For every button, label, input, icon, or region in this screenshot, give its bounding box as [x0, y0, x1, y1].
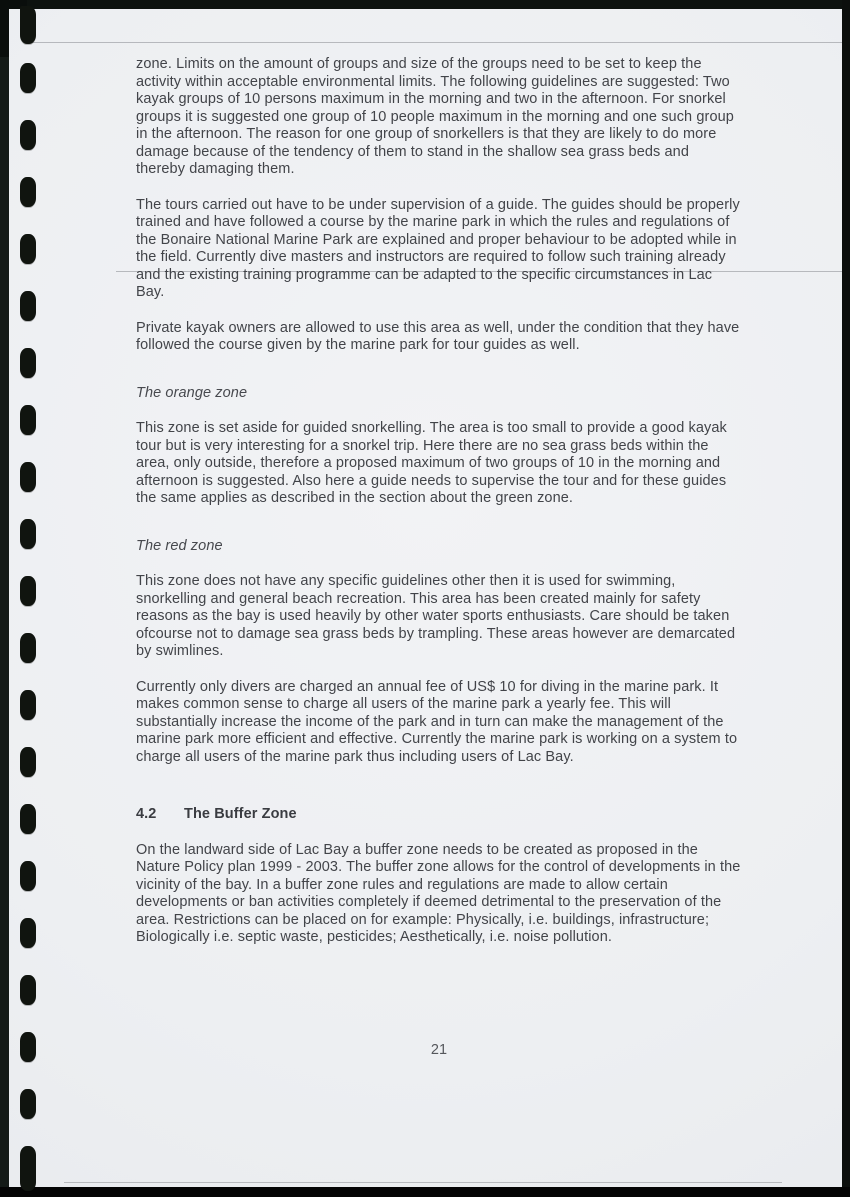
binding-hole	[20, 348, 36, 378]
scan-edge-bottom	[0, 1187, 850, 1197]
zone-subheading: The orange zone	[136, 384, 248, 401]
scan-edge-right	[842, 0, 850, 1197]
binding-hole	[20, 576, 36, 606]
paragraph: This zone is set aside for guided snorkelling. The area is too small to provide a good kayak tour but is very interesting for a snorkel trip. Here there are no sea grass beds within the area, only outside, therefore a proposed maximum of two groups of 10 in the morning and afternoon is suggested. Also here a guide needs to supervise the tour and for these guides the same applies as described in the section about the green zone.	[136, 420, 727, 506]
binding-hole	[20, 1089, 36, 1119]
binding-hole	[20, 975, 36, 1005]
binding-hole	[20, 690, 36, 720]
binding-holes	[0, 0, 60, 1197]
scan-artifact-line	[64, 1182, 782, 1183]
binding-hole	[20, 177, 36, 207]
scan-artifact-line	[31, 42, 842, 43]
zone-subheading: The red zone	[136, 537, 223, 554]
binding-hole	[20, 633, 36, 663]
page-surface	[9, 9, 842, 1187]
binding-hole	[20, 519, 36, 549]
binding-hole	[20, 120, 36, 150]
binding-hole	[20, 1032, 36, 1062]
binding-hole	[20, 291, 36, 321]
paragraph: Private kayak owners are allowed to use this area as well, under the condition that they have followed the course given by the marine park for tour guides as well.	[136, 319, 740, 353]
binding-hole	[20, 747, 36, 777]
binding-hole	[20, 6, 36, 44]
document-content	[136, 56, 742, 965]
binding-hole	[20, 918, 36, 948]
paragraph: The tours carried out have to be under supervision of a guide. The guides should be properly trained and have followed a course by the marine park in which the rules and regulations of the Bonaire National Marine Park are explained and proper behaviour to be adopted while in the field. Currently dive masters and instructors are required to follow such training already and the existing training programme can be adapted to the specific circumstances in Lac Bay.	[136, 196, 740, 300]
section-heading	[136, 806, 742, 824]
paragraph: On the landward side of Lac Bay a buffer zone needs to be created as proposed in the Nature Policy plan 1999 - 2003. The buffer zone allows for the control of developments in the vicinity of the bay. In a buffer zone rules and regulations are made to allow certain developments or ban activities completely if deemed detrimental to the preservation of the area. Restrictions can be placed on for example: Physically, i.e. buildings, infrastructure; Biologically i.e. septic waste, pesticides; Aesthetically, i.e. noise pollution.	[136, 841, 741, 945]
section-number: 4.2	[136, 806, 157, 822]
binding-hole	[20, 462, 36, 492]
scan-edge-top	[0, 0, 850, 9]
paragraph: Currently only divers are charged an annual fee of US$ 10 for diving in the marine park. It makes common sense to charge all users of the marine park a yearly fee. This will substantially increase the income of the park and in turn can make the management of the marine park more efficient and effective. Currently the marine park is working on a system to charge all users of the marine park thus including users of Lac Bay.	[136, 678, 738, 765]
binding-hole	[20, 804, 36, 834]
paragraph: zone. Limits on the amount of groups and size of the groups need to be set to keep the activity within acceptable environmental limits. The following guidelines are suggested: Two kayak groups of 10 persons maximum in the morning and two in the afternoon. For snorkel groups it is suggested one group of 10 people maximum in the morning and one such group in the afternoon. The reason for one group of snorkellers is that they are likely to do more damage because of the tendency of them to stand in the shallow sea grass beds and thereby damaging them.	[136, 56, 734, 177]
binding-hole	[20, 861, 36, 891]
binding-hole	[20, 1146, 36, 1191]
page-number: 21	[430, 1042, 448, 1058]
paragraph: This zone does not have any specific guidelines other then it is used for swimming, snorkelling and general beach recreation. This area has been created mainly for safety reasons as the bay is used heavily by other water sports enthusiasts. Care should be taken ofcourse not to damage sea grass beds by trampling. These areas however are demarcated by swimlines.	[136, 573, 736, 659]
binding-hole	[20, 234, 36, 264]
section-title: The Buffer Zone	[184, 806, 297, 822]
binding-hole	[20, 63, 36, 93]
binding-hole	[20, 405, 36, 435]
